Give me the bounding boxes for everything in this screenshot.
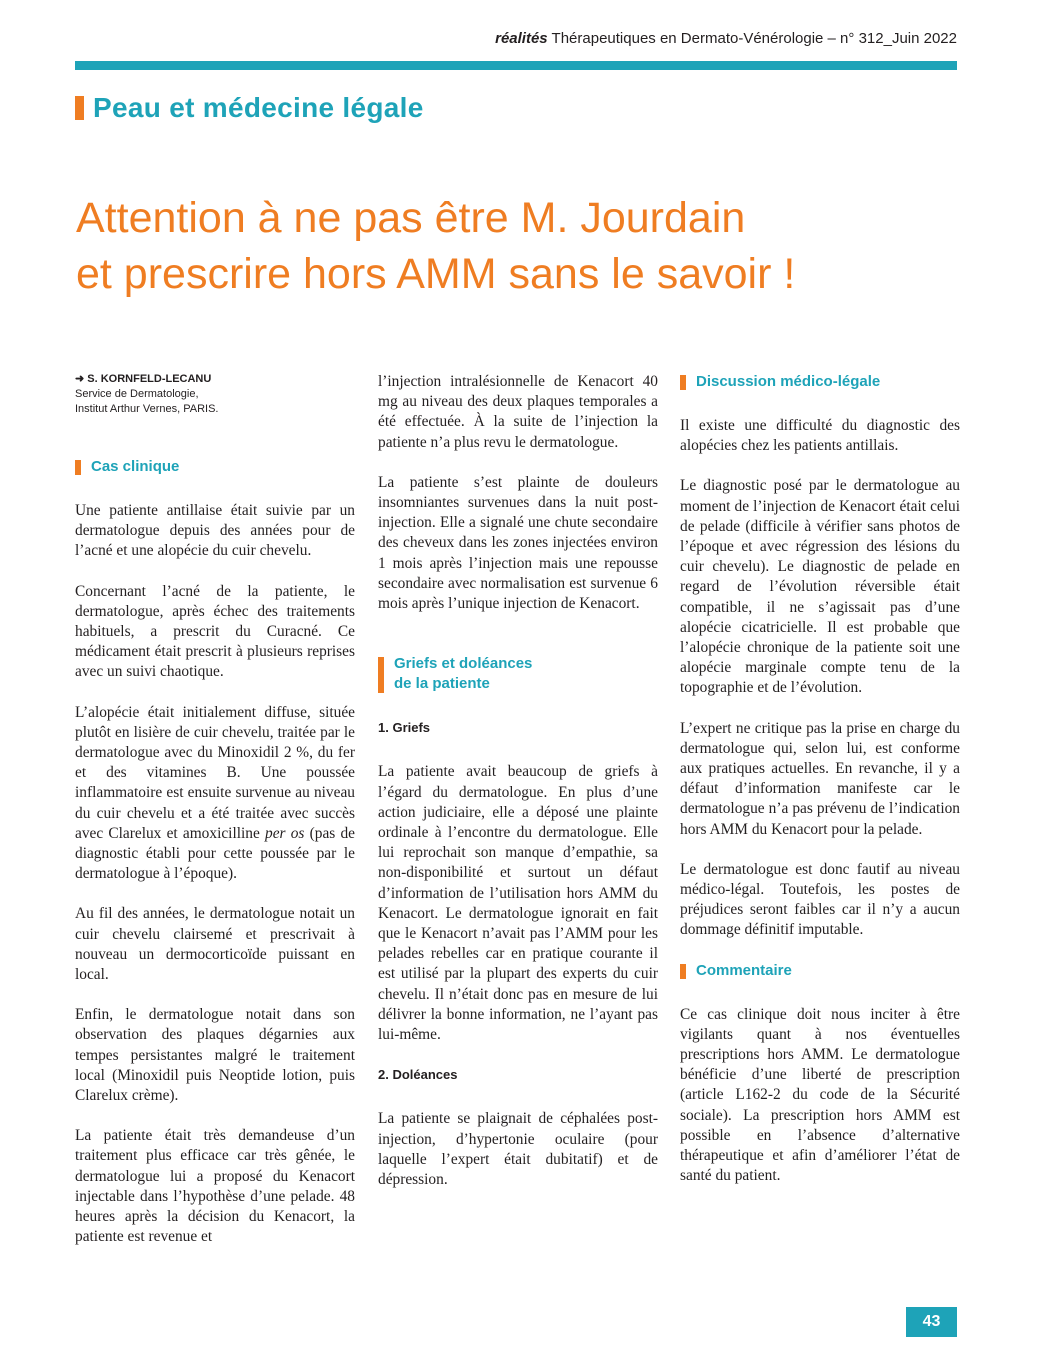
paragraph: Concernant l’acné de la patiente, le dermatologue, après échec des traitements habituels, a prescrit du Curacné. Ce médicament était prescrit à plusieurs reprises avec un suivi chaotique. [75,582,355,681]
paragraph: La patiente s’est plainte de douleurs insomniantes survenues dans la nuit post-injection. Elle a signalé une chute secondaire des cheveux dans les zones injectées environ 1 mois après l’injection mais une repousse secondaire avec normalisation est survenue 6 mois après l’unique injection de Kenacort. [378,473,658,613]
heading-line-2: de la patiente [394,675,490,693]
author-name: ➜ S. KORNFELD-LECANU [75,373,212,385]
paragraph: La patiente était très demandeuse d’un traitement plus efficace car très gênée, le dermatologue lui a proposé du Kenacort injectable dans l’hypothèse d’une pelade. 48 heures après la décision du Kenacort, la patiente est revenue et [75,1127,355,1246]
paragraph: Enfin, le dermatologue notait dans son observation des plaques dégarnies aux tempes persistantes malgré le traitement local (Minoxidil puis Neoptide lotion, puis Clarelux crème). [75,1006,355,1105]
paragraph: l’injection intralésionnelle de Kenacort 40 mg au niveau des deux plaques temporales a été effectuée. À la suite de l’injection la patiente n’a plus revu le dermatologue. [378,373,658,451]
paragraph-part: (pas de diagnostic établi pour cette poussée par le dermatologue à l’époque). [75,824,355,883]
heading-commentaire [680,961,960,981]
paragraph: L’expert ne critique pas la prise en charge du dermatologue qui, selon lui, est conforme aux pratiques actuelles. En revanche, il y a défaut d’information manifeste car le dermatologue n’a pas prévenu de l’indication hors AMM du Kenacort pour la pelade. [680,719,960,838]
author-affiliation-2: Institut Arthur Vernes, PARIS. [75,403,219,415]
section-marker [75,96,84,120]
paragraph: Ce cas clinique doit nous inciter à être vigilants quant à nos éventuelles prescriptions hors AMM. Le dermatologue bénéficie d’une liberté de prescription (article L162-2 du code de la Sécurité sociale). La prescription hors AMM est possible en l’absence d’alternative thérapeutique et afin d’améliorer l’état de santé du patient. [680,1005,960,1185]
heading-text: Discussion médico-légale [696,373,881,390]
page-number: 43 [906,1307,957,1337]
heading-marker [75,460,81,475]
paragraph: Le diagnostic posé par le dermatologue au moment de l’injection de Kenacort était celui de pelade (difficile à vérifier sans photos de l’époque et avec régression des lésions du cuir chevelu). Le diagnostic de pelade en regard de l’évolution réversible était compatible, il ne s’agissait pas d’une alopécie cicatricielle. Il est probable que l’alopécie chronique de la patiente soit une alopécie marginale compte tenu de la topographie et de l’évolution. [680,477,960,697]
paragraph: Il existe une difficulté du diagnostic des alopécies chez les patients antillais. [680,417,960,455]
header-rule [75,61,957,70]
heading-text [394,654,532,694]
heading-text: Cas clinique [91,458,180,475]
heading-griefs-doleances [378,654,658,694]
column-2 [378,372,658,1210]
paragraph: Une patiente antillaise était suivie par un dermatologue depuis des années pour de l’acné et une alopécie du cuir chevelu. [75,502,355,560]
italic-term: per os [265,824,305,842]
heading-discussion [680,372,960,392]
paragraph: Le dermatologue est donc fautif au niveau médico-légal. Toutefois, les postes de préjudices seront faibles car il n’y a aucun dommage définitif imputable. [680,860,960,939]
heading-text: Commentaire [696,961,792,979]
article-title [76,190,976,302]
paragraph: La patiente avait beaucoup de griefs à l’égard du dermatologue. En plus d’une action judiciaire, elle a déposé une plainte ordinale à l’encontre du dermatologue. Elle lui reprochait son manque d’empathie, sa non-disponibilité et surtout un défaut d’information de l’utilisation hors AMM du Kenacort. Le dermatologue ignorait en fait que le Kenacort n’avait pas l’AMM pour les pelades rebelles car en pratique courante il est utilisé par la plupart des experts du cuir chevelu. Il n’était donc pas en mesure de lui délivrer la bonne information, ne l’ayant pas lui-même. [378,763,658,1044]
author-block [75,372,355,417]
subheading-doleances: 2. Doléances [378,1067,458,1083]
running-header [495,30,957,47]
subheading-griefs: 1. Griefs [378,720,431,736]
column-1 [75,372,355,1268]
column-3 [680,372,960,1207]
title-line-2: et prescrire hors AMM sans le savoir ! [76,250,796,298]
paragraph-part: L’alopécie était initialement diffuse, située plutôt en lisière de cuir chevelu, traitée par le dermatologue avec du Minoxidil 2 %, du fer et des vitamines B. Une poussée inflammatoire est ensuite survenue au niveau du cuir chevelu et a été traitée avec succès avec Clarelux et amoxicilline [75,703,355,842]
journal-issue: Thérapeutiques en Dermato-Vénérologie – n° 312_Juin 2022 [547,30,957,47]
title-line-1: Attention à ne pas être M. Jourdain [76,194,746,242]
heading-cas-clinique [75,457,355,477]
section-label [75,92,424,124]
heading-marker [680,964,686,979]
section-label-text: Peau et médecine légale [93,92,424,123]
heading-line-1: Griefs et doléances [394,655,533,673]
paragraph [75,703,355,885]
heading-marker [378,657,384,693]
paragraph: La patiente se plaignait de céphalées post-injection, d’hypertonie oculaire (pour laquelle l’expert était dubitatif) et de dépression. [378,1110,658,1189]
heading-marker [680,375,686,390]
journal-brand: réalités [495,30,548,47]
author-affiliation-1: Service de Dermatologie, [75,388,199,400]
paragraph: Au fil des années, le dermatologue notait un cuir chevelu clairsemé et prescrivait à nouveau un dermocorticoïde puissant en local. [75,905,355,984]
